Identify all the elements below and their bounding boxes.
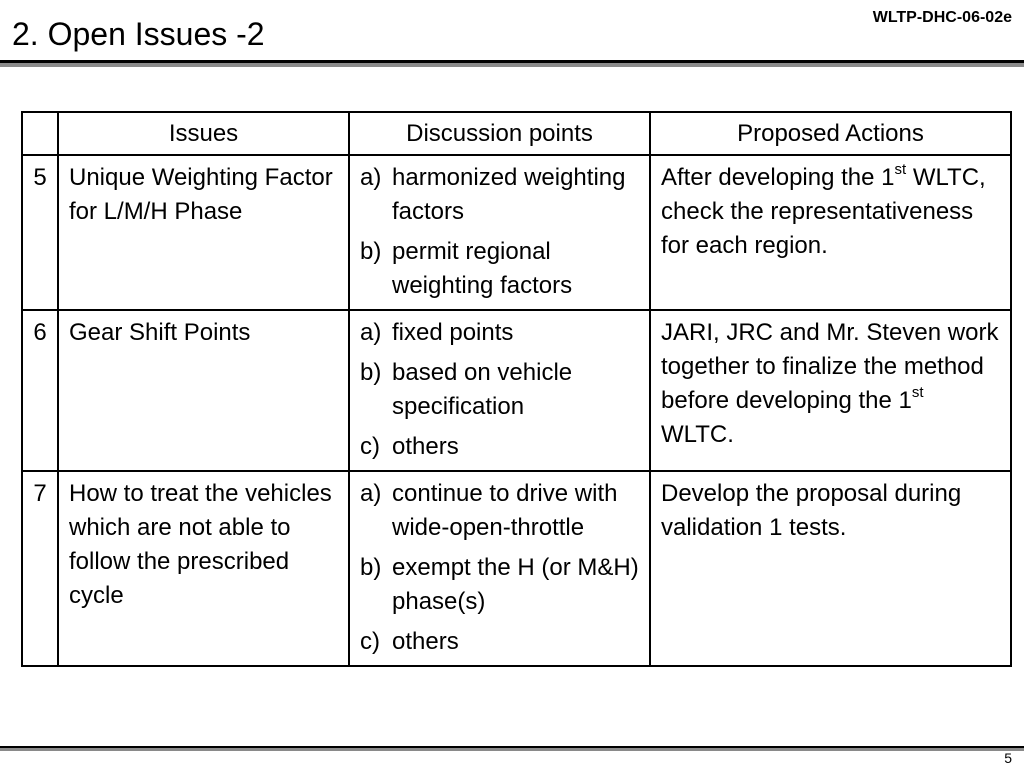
discussion-text: fixed points xyxy=(392,319,514,346)
action-text: Develop the proposal during validation 1 tests. xyxy=(661,480,962,541)
table-row xyxy=(22,471,1011,666)
ordinal-suffix: st xyxy=(894,161,907,178)
discussion-text: exempt the H (or M&H) phase(s) xyxy=(392,554,639,615)
header-proposed-actions: Proposed Actions xyxy=(650,112,1011,155)
header-issues: Issues xyxy=(58,112,349,155)
discussion-cell xyxy=(349,310,650,471)
discussion-marker: b) xyxy=(360,554,382,581)
row-number: 7 xyxy=(22,471,58,666)
table-row xyxy=(22,155,1011,310)
discussion-cell xyxy=(349,155,650,310)
page-number: 5 xyxy=(1004,750,1012,766)
table-row xyxy=(22,310,1011,471)
discussion-cell xyxy=(349,471,650,666)
discussion-marker: c) xyxy=(360,628,380,655)
header-discussion-points: Discussion points xyxy=(349,112,650,155)
discussion-item xyxy=(360,356,639,424)
action-text: JARI, JRC and Mr. Steven work together to finalize the method before developing the 1 xyxy=(661,319,999,414)
discussion-text: based on vehicle specification xyxy=(392,359,573,420)
discussion-marker: a) xyxy=(360,319,382,346)
action-text-continued: WLTC, check the representativeness for each region. xyxy=(661,164,986,259)
discussion-text: continue to drive with wide-open-throttle xyxy=(392,480,618,541)
top-rule-shadow xyxy=(0,63,1024,67)
discussion-item xyxy=(360,235,639,303)
discussion-list xyxy=(360,316,639,464)
ordinal-suffix: st xyxy=(911,384,924,401)
discussion-item xyxy=(360,316,639,350)
issue-cell: Gear Shift Points xyxy=(58,310,349,471)
action-text-continued: WLTC. xyxy=(661,421,734,448)
document-code: WLTP-DHC-06-02e xyxy=(872,9,1012,26)
action-cell xyxy=(650,155,1011,310)
slide-title: 2. Open Issues -2 xyxy=(12,16,265,52)
discussion-list xyxy=(360,161,639,303)
discussion-text: harmonized weighting factors xyxy=(392,164,626,225)
action-text: After developing the 1 xyxy=(661,164,895,191)
discussion-list xyxy=(360,477,639,659)
discussion-marker: a) xyxy=(360,164,382,191)
bottom-rule-shadow xyxy=(0,748,1024,751)
row-number: 5 xyxy=(22,155,58,310)
row-number: 6 xyxy=(22,310,58,471)
table-header-row xyxy=(22,112,1011,155)
discussion-item xyxy=(360,161,639,229)
action-cell xyxy=(650,310,1011,471)
discussion-item xyxy=(360,551,639,619)
discussion-marker: a) xyxy=(360,480,382,507)
discussion-marker: c) xyxy=(360,433,380,460)
discussion-marker: b) xyxy=(360,238,382,265)
discussion-text: permit regional weighting factors xyxy=(392,238,573,299)
open-issues-table xyxy=(21,111,1012,667)
issue-cell: How to treat the vehicles which are not able to follow the prescribed cycle xyxy=(58,471,349,666)
discussion-marker: b) xyxy=(360,359,382,386)
action-cell xyxy=(650,471,1011,666)
discussion-item xyxy=(360,430,639,464)
discussion-text: others xyxy=(392,628,459,655)
discussion-item xyxy=(360,625,639,659)
discussion-item xyxy=(360,477,639,545)
discussion-text: others xyxy=(392,433,459,460)
issue-cell: Unique Weighting Factor for L/M/H Phase xyxy=(58,155,349,310)
header-number xyxy=(22,112,58,155)
